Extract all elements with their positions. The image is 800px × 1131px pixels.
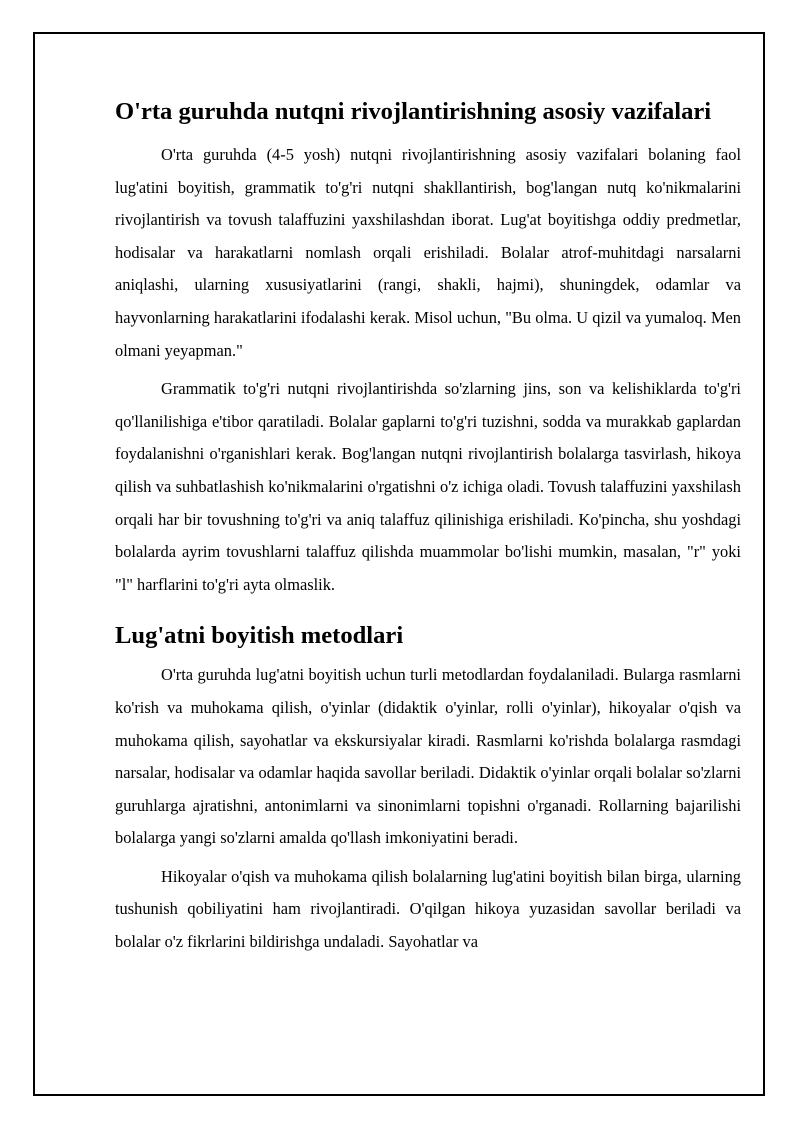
paragraph: O'rta guruhda lug'atni boyitish uchun turli metodlardan foydalaniladi. Bularga rasmlarni ko'rish va muhokama qilish, o'yinlar (didaktik o'yinlar, rolli o'yinlar), hikoyalar o'qish va muhokama qilish, sayohatlar va ekskursiyalar kiradi. Rasmlarni ko'rishda bolalarga rasmdagi narsalar, hodisalar va odamlar haqida savollar beriladi. Didaktik o'yinlar orqali bolalar so'zlarni guruhlarga ajratishni, antonimlarni va sinonimlarni topishni o'rganadi. Rollarning bajarilishi bolalarga yangi so'zlarni amalda qo'llash imkoniyatini beradi. <box>115 665 741 848</box>
paragraph: Grammatik to'g'ri nutqni rivojlantirishda so'zlarning jins, son va kelishiklarda to'g'ri qo'llanilishiga e'tibor qaratiladi. Bolalar gaplarni to'g'ri tuzishni, sodda va murakkab gaplardan foydalanishni o'rganishlari kerak. Bog'langan nutqni rivojlantirish bolalarga tasvirlash, hikoya qilish va suhbatlashish ko'nikmalarini o'rgatishni o'z ichiga oladi. Tovush talaffuzini yaxshilash orqali har bir tovushning to'g'ri va aniq talaffuz qilinishiga erishiladi. Ko'pincha, shu yoshdagi bolalarda ayrim tovushlarni talaffuz qilishda muammolar bo'lishi mumkin, masalan, "r" yoki "l" harflarini to'g'ri ayta olmaslik. <box>115 379 741 594</box>
document-body <box>115 97 741 965</box>
paragraph: O'rta guruhda (4-5 yosh) nutqni rivojlantirishning asosiy vazifalari bolaning faol lug'atini boyitish, grammatik to'g'ri nutqni shakllantirish, bog'langan nutq ko'nikmalarini rivojlantirish va tovush talaffuzini yaxshilashdan iborat. Lug'at boyitishga oddiy predmetlar, hodisalar va harakatlarni nomlash orqali erishiladi. Bolalar atrof-muhitdagi narsalarni aniqlashi, ularning xususiyatlarini (rangi, shakli, hajmi), shuningdek, odamlar va hayvonlarning harakatlarini ifodalashi kerak. Misol uchun, "Bu olma. U qizil va yumaloq. Men olmani yeyapman." <box>115 145 741 360</box>
paragraph: Hikoyalar o'qish va muhokama qilish bolalarning lug'atini boyitish bilan birga, ularning tushunish qobiliyatini ham rivojlantiradi. O'qilgan hikoya yuzasidan savollar beriladi va bolalar o'z fikrlarini bildirishga undaladi. Sayohatlar va <box>115 866 741 952</box>
section-heading: O'rta guruhda nutqni rivojlantirishning asosiy vazifalari <box>115 98 712 125</box>
section-heading: Lug'atni boyitish metodlari <box>115 622 404 650</box>
